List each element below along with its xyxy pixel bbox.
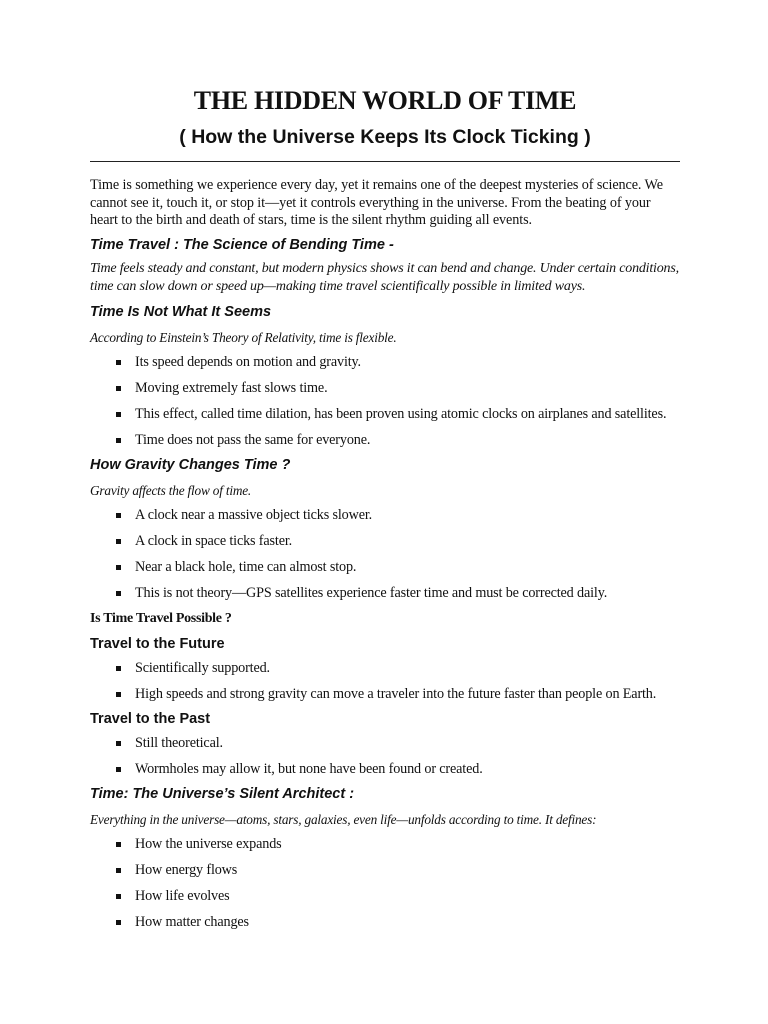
bullet-icon — [116, 920, 121, 925]
title-divider — [90, 161, 680, 162]
list-item-text: High speeds and strong gravity can move a traveler into the future faster than people on Earth. — [135, 685, 657, 702]
bullet-icon — [116, 591, 121, 596]
list-item-text: A clock in space ticks faster. — [135, 532, 293, 549]
section-lead-gravity: Gravity affects the flow of time. — [90, 482, 252, 498]
bullet-list-past — [90, 734, 680, 778]
section-heading-architect: Time: The Universe’s Silent Architect : — [90, 785, 355, 802]
list-item-text: Time does not pass the same for everyone. — [135, 431, 371, 448]
section-lead-time-travel: Time feels steady and constant, but modern physics shows it can bend and change. Under certain conditions, time can slow down or speed up—making time travel scientifically possible in limited ways. — [90, 260, 679, 294]
section-heading-gravity: How Gravity Changes Time ? — [90, 456, 291, 473]
bullet-list-gravity — [90, 506, 680, 602]
document-page — [90, 84, 680, 931]
list-item-text: How life evolves — [135, 887, 230, 904]
list-item-text: Its speed depends on motion and gravity. — [135, 353, 361, 370]
bullet-icon — [116, 438, 121, 443]
list-item — [90, 835, 680, 853]
list-item — [90, 913, 680, 931]
section-heading-future: Travel to the Future — [90, 635, 225, 652]
list-item — [90, 584, 680, 602]
list-item — [90, 760, 680, 778]
bullet-icon — [116, 868, 121, 873]
list-item-text: This effect, called time dilation, has been proven using atomic clocks on airplanes and satellites. — [135, 405, 667, 422]
bullet-icon — [116, 412, 121, 417]
bullet-icon — [116, 894, 121, 899]
bullet-list-architect — [90, 835, 680, 931]
bullet-icon — [116, 386, 121, 391]
bullet-list-future — [90, 659, 680, 703]
list-item-text: How energy flows — [135, 861, 238, 878]
list-item-text: This is not theory—GPS satellites experience faster time and must be corrected daily. — [135, 584, 608, 601]
list-item-text: Moving extremely fast slows time. — [135, 379, 328, 396]
section-heading-not-what-it-seems: Time Is Not What It Seems — [90, 303, 272, 320]
list-item — [90, 532, 680, 550]
bullet-icon — [116, 692, 121, 697]
list-item — [90, 659, 680, 677]
list-item — [90, 887, 680, 905]
bullet-icon — [116, 513, 121, 518]
intro-paragraph: Time is something we experience every day, yet it remains one of the deepest mysteries of science. We cannot see it, touch it, or stop it—yet it controls everything in the universe. From the beating of your heart to the birth and death of stars, time is the silent rhythm guiding all events. — [90, 177, 663, 228]
list-item — [90, 353, 680, 371]
section-lead-not-what-it-seems: According to Einstein’s Theory of Relativity, time is flexible. — [90, 329, 397, 345]
bullet-icon — [116, 842, 121, 847]
list-item — [90, 431, 680, 449]
page-title: THE HIDDEN WORLD OF TIME — [193, 86, 577, 115]
list-item — [90, 506, 680, 524]
bullet-icon — [116, 565, 121, 570]
list-item — [90, 405, 680, 423]
list-item — [90, 685, 680, 703]
bullet-icon — [116, 360, 121, 365]
list-item-text: Near a black hole, time can almost stop. — [135, 558, 357, 575]
section-heading-past: Travel to the Past — [90, 710, 211, 727]
list-item-text: Wormholes may allow it, but none have been found or created. — [135, 760, 483, 777]
list-item-text: How the universe expands — [135, 835, 282, 852]
list-item — [90, 558, 680, 576]
list-item-text: A clock near a massive object ticks slower. — [135, 506, 373, 523]
list-item — [90, 861, 680, 879]
bullet-icon — [116, 741, 121, 746]
list-item — [90, 379, 680, 397]
list-item — [90, 734, 680, 752]
section-lead-architect: Everything in the universe—atoms, stars, galaxies, even life—unfolds according to time. It defines: — [90, 811, 597, 827]
bullet-icon — [116, 767, 121, 772]
bullet-icon — [116, 666, 121, 671]
list-item-text: How matter changes — [135, 913, 249, 930]
section-heading-time-travel: Time Travel : The Science of Bending Time - — [90, 236, 394, 253]
bullet-list-relativity — [90, 353, 680, 449]
list-item-text: Scientifically supported. — [135, 659, 270, 676]
page-subtitle: ( How the Universe Keeps Its Clock Ticking ) — [179, 126, 591, 148]
section-heading-possible: Is Time Travel Possible ? — [90, 610, 232, 626]
list-item-text: Still theoretical. — [135, 734, 223, 751]
bullet-icon — [116, 539, 121, 544]
